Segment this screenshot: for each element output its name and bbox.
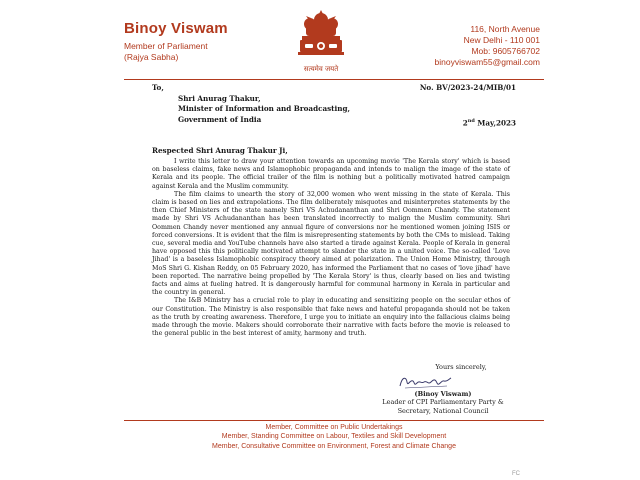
signature-icon bbox=[397, 374, 453, 390]
date-day: 2 bbox=[462, 118, 468, 128]
footer-divider bbox=[124, 420, 544, 421]
signer-name: (Binoy Viswam) bbox=[414, 390, 472, 398]
address-line-2: New Delhi - 110 001 bbox=[463, 35, 540, 45]
recipient-line: Government of India bbox=[178, 114, 262, 124]
address-line-1: 116, North Avenue bbox=[470, 24, 540, 34]
address-mobile: Mob: 9605766702 bbox=[471, 46, 540, 56]
national-emblem-icon bbox=[293, 10, 349, 64]
footer-line: Member, Consultative Committee on Environment, Forest and Climate Change bbox=[212, 442, 456, 450]
footer-block bbox=[124, 423, 544, 451]
sender-block bbox=[124, 20, 228, 63]
sender-title: Member of Parliament bbox=[124, 41, 208, 51]
signer-block bbox=[368, 390, 518, 415]
signer-role: Leader of CPI Parliamentary Party & bbox=[382, 398, 504, 407]
footer-line: Member, Standing Committee on Labour, Textiles and Skill Development bbox=[221, 433, 447, 441]
sender-house: (Rajya Sabha) bbox=[124, 52, 179, 62]
sender-name: Binoy Viswam bbox=[124, 20, 228, 37]
letter-date bbox=[463, 118, 516, 127]
salutation: Respected Shri Anurag Thakur Ji, bbox=[152, 146, 288, 155]
to-label: To, bbox=[152, 83, 164, 92]
body-paragraph: The I&B Ministry has a crucial role to play in educating and sensitizing people on the secular ethos of our Constitution. The Ministry is also responsible that fake news and hateful propaganda should not be taken as the truth by creating awareness. Therefore, I urge you to initiate an enquiry into the fallacious claims being made through the movie. Makers should corroborate their narrative with facts before the movie is released to the general public in the best interest of amity, harmony and truth. bbox=[152, 297, 510, 338]
address-email: binoyviswam55@gmail.com bbox=[434, 57, 540, 67]
address-block bbox=[435, 24, 540, 68]
corner-tag: FC bbox=[512, 471, 520, 477]
body-paragraph: I write this letter to draw your attention towards an upcoming movie 'The Kerala story' which is based on baseless claims, fake news and Islamophobic propaganda and intends to malign the image of the state of Kerala and its people. The official trailer of the film is nothing but a politically motivated hatred campaign against Kerala and the Muslim community. bbox=[152, 158, 510, 190]
recipient-block bbox=[178, 94, 350, 125]
recipient-line: Minister of Information and Broadcasting, bbox=[178, 104, 350, 114]
signer-role: Secretary, National Council bbox=[397, 406, 489, 415]
reference-number: No. BV/2023-24/MIB/01 bbox=[419, 83, 516, 92]
date-rest: May,2023 bbox=[474, 118, 516, 128]
footer-line: Member, Committee on Public Undertakings bbox=[265, 424, 403, 431]
emblem-motto: सत्यमेव जयते bbox=[303, 65, 339, 73]
date-suffix: nd bbox=[467, 118, 475, 124]
closing: Yours sincerely, bbox=[435, 363, 487, 371]
header-divider bbox=[124, 79, 544, 80]
letter-body bbox=[152, 158, 510, 338]
recipient-line: Shri Anurag Thakur, bbox=[178, 94, 261, 103]
body-paragraph: The film claims to unearth the story of 32,000 women who went missing in the state of Kerala. This claim is based on lies and extrapolations. The film deliberately misquotes and misinterpretes statements by the then Chief Ministers of the state namely Shri VS Achudananthan and Shri Oommen Chandy. The statement made by Shri VS Achudananthan has been translated incorrectly to malign the Muslim community. Shri Oommen Chandy never mentioned any annual figure of conversions nor he mentioned women joining ISIS or forced conversions. It is evident that the film is misrepresenting statements by both the CMs to mislead. Taking cue, several media and YouTube channels have also started a tirade against Kerala. People of Kerala in general have opposed this this politically motivated attempt to slander the state in a united voice. The so-called 'Love Jihad' is a baseless Islamophobic conspiracy theory aimed at polarization. The Union Home Ministry, through MoS Shri G. Kishan Reddy, on 05 February 2020, has informed the Parliament that no cases of 'love jihad' have been reported. The narrative being propelled by 'The Kerala Story' is thus, clearly based on lies and twisting facts and aims at fueling hatred. It is dangerously harmful for communal harmony in Kerala in particular and the country in general. bbox=[152, 190, 510, 297]
